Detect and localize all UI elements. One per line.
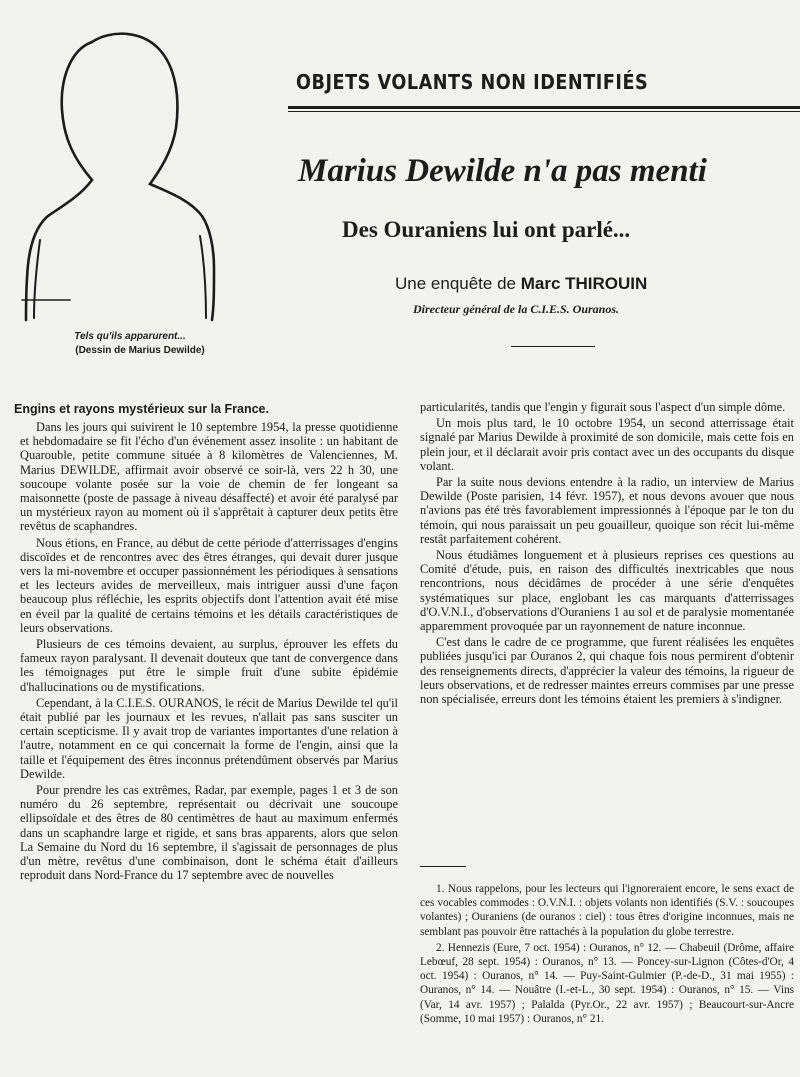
footnote-rule	[420, 866, 466, 867]
paragraph: particularités, tandis que l'engin y figurait sous l'aspect d'un simple dôme.	[420, 400, 786, 414]
byline-prefix: Une enquête de	[395, 274, 516, 293]
figure-caption	[40, 330, 240, 358]
title-rule-thin	[288, 111, 800, 112]
author-role: Directeur général de la C.I.E.S. Ouranos.	[413, 302, 620, 316]
paragraph: Nous étions, en France, au début de cette période d'atterrissages d'engins discoïdes et de rencontres avec des êtres étranges, qui devait durer jusque vers la mi-novembre et occuper passionnément les périodiques à sensations et les lecteurs avides de merveilleux, mais intriguer aussi d'une façon beaucoup plus réfléchie, les esprits objectifs dont l'attention avait été mise en éveil par la qualité de certains témoins et les détails caractéristiques de leurs observations.	[20, 535, 398, 635]
paragraph: Dans les jours qui suivirent le 10 septembre 1954, la presse quotidienne et hebdomadaire se fit l'écho d'un événement assez insolite : un habitant de Quarouble, petite commune située à 8 kilomètres de Valenciennes, M. Marius DEWILDE, affirmait avoir observé ce soir-là, vers 22 h 30, une soucoupe volante posée sur la voie de chemin de fer longeant sa maisonnette (poste de passage à niveau désaffecté) et avoir été paralysé par un mystérieux rayon au moment où il s'apprêtait à capturer deux petits être revêtus de scaphandres.	[20, 420, 398, 534]
footnote: 2. Hennezis (Eure, 7 oct. 1954) : Ouranos, n° 12. — Chabeuil (Drôme, affaire Lebœuf, 28 sept. 1954) : Ouranos, n° 13. — Poncey-sur-Lignon (Côtes-d'Or, 4 oct. 1954) : Ouranos, n° 14. — Puy-Saint-Gulmier (P.-de-D., 31 mai 1955) : Ouranos, n° 14. — Nouâtre (I.-et-L., 30 sept. 1954) : Ouranos, n° 15. — Vins (Var, 14 avr. 1957) ; Palalda (Pyr.Or., 22 avr. 1957) ; Beaucourt-sur-Ancre (Somme, 10 mai 1957) : Ouranos, n° 21.	[420, 941, 794, 1025]
paragraph: Cependant, à la C.I.E.S. OURANOS, le récit de Marius Dewilde tel qu'il était publié par les journaux et les revues, n'allait pas sans susciter un certain scepticisme. Il y avait trop de variantes importantes d'une relation à l'autre, notamment en ce qui concernait la forme de l'engin, ainsi que la taille et l'équipement des êtres inconnus prétendûment observés par Marius Dewilde.	[20, 695, 398, 781]
caption-line-1: Tels qu'ils apparurent...	[74, 331, 186, 342]
column-left	[20, 420, 398, 885]
paragraph: Plusieurs de ces témoins devaient, au surplus, éprouver les effets du fameux rayon paralysant. Il devenait douteux que tant de convergence dans les témoignages put être le simple fruit d'une subite épidémie d'hallucinations ou de mystifications.	[20, 637, 398, 694]
footnote: 1. Nous rappelons, pour les lecteurs qui l'ignoreraient encore, le sens exact de ces vocables commodes : O.V.N.I. : objets volants non identifiés (S.V. : soucoupes volantes) ; Ouraniens (de ouranos : ciel) : tous êtres d'origine inconnues, mais ne semblant pas pouvoir être rattachés à la population du globe terrestre.	[420, 883, 794, 938]
byline-rule	[511, 346, 595, 347]
alien-figure-sketch	[0, 0, 240, 330]
byline	[395, 274, 647, 294]
article-subtitle: Des Ouraniens lui ont parlé...	[342, 217, 631, 242]
dewilde-drawing	[0, 0, 240, 370]
paragraph: Par la suite nous devions entendre à la radio, un interview de Marius Dewilde (Poste parisien, 14 févr. 1957), et nous devons avouer que nous n'avions pas été très favorablement impressionnés à l'époque par le ton du témoin, qui nous paraissait un peu gouailleur, quoique son récit lui-même restât parfaitement cohérent.	[420, 475, 794, 546]
paragraph: Nous étudiâmes longuement et à plusieurs reprises ces questions au Comité d'étude, puis, en raison des difficultés inextricables que nous rencontrions, nous décidâmes de procéder à une série d'enquêtes systématiques sur place, englobant les cas marquants d'atterrissages d'O.V.N.I., d'observations d'Ouraniens 1 au sol et de paralysie momentanée apparemment provoquée par un rayonnement de nature inconnue.	[420, 548, 794, 634]
caption-line-2: (Dessin de Marius Dewilde)	[75, 345, 205, 356]
article-title: Marius Dewilde n'a pas menti	[298, 153, 707, 189]
column-right	[420, 400, 794, 708]
paragraph: C'est dans le cadre de ce programme, que furent réalisées les enquêtes publiées jusqu'ici par Ouranos 2, qui chaque fois nous permirent d'obtenir des renseignements directs, d'apprécier la valeur des témoins, la rigueur de leurs observations, et de redresser maintes erreurs commises par une presse non spécialisée, erreurs dont les témoins étaient les premiers à s'indigner.	[420, 635, 794, 707]
section-title: OBJETS VOLANTS NON IDENTIFIÉS	[296, 70, 649, 94]
author-name: Marc THIROUIN	[520, 274, 648, 293]
paragraph: Un mois plus tard, le 10 octobre 1954, un second atterrissage était signalé par Marius Dewilde à proximité de son domicile, mais cette fois en plein jour, et il déclarait avoir pris contact avec un des occupants du disque volant.	[420, 416, 794, 473]
section-heading: Engins et rayons mystérieux sur la France.	[14, 402, 269, 416]
paragraph: Pour prendre les cas extrêmes, Radar, par exemple, pages 1 et 3 de son numéro du 26 septembre, représentait ou décrivait une soucoupe ellipsoïdale et des êtres de 80 centimètres de haut au maximum enfermés dans un scaphandre large et rigide, et sans bras apparents, alors que selon La Semaine du Nord du 16 septembre, il s'agissait de personnages de plus d'un mètre, revêtus d'une combinaison, dont le schéma était d'ailleurs reproduit dans Nord-France du 17 septembre avec de nouvelles	[20, 783, 398, 883]
footnotes	[420, 882, 794, 1028]
title-rule	[288, 106, 800, 109]
